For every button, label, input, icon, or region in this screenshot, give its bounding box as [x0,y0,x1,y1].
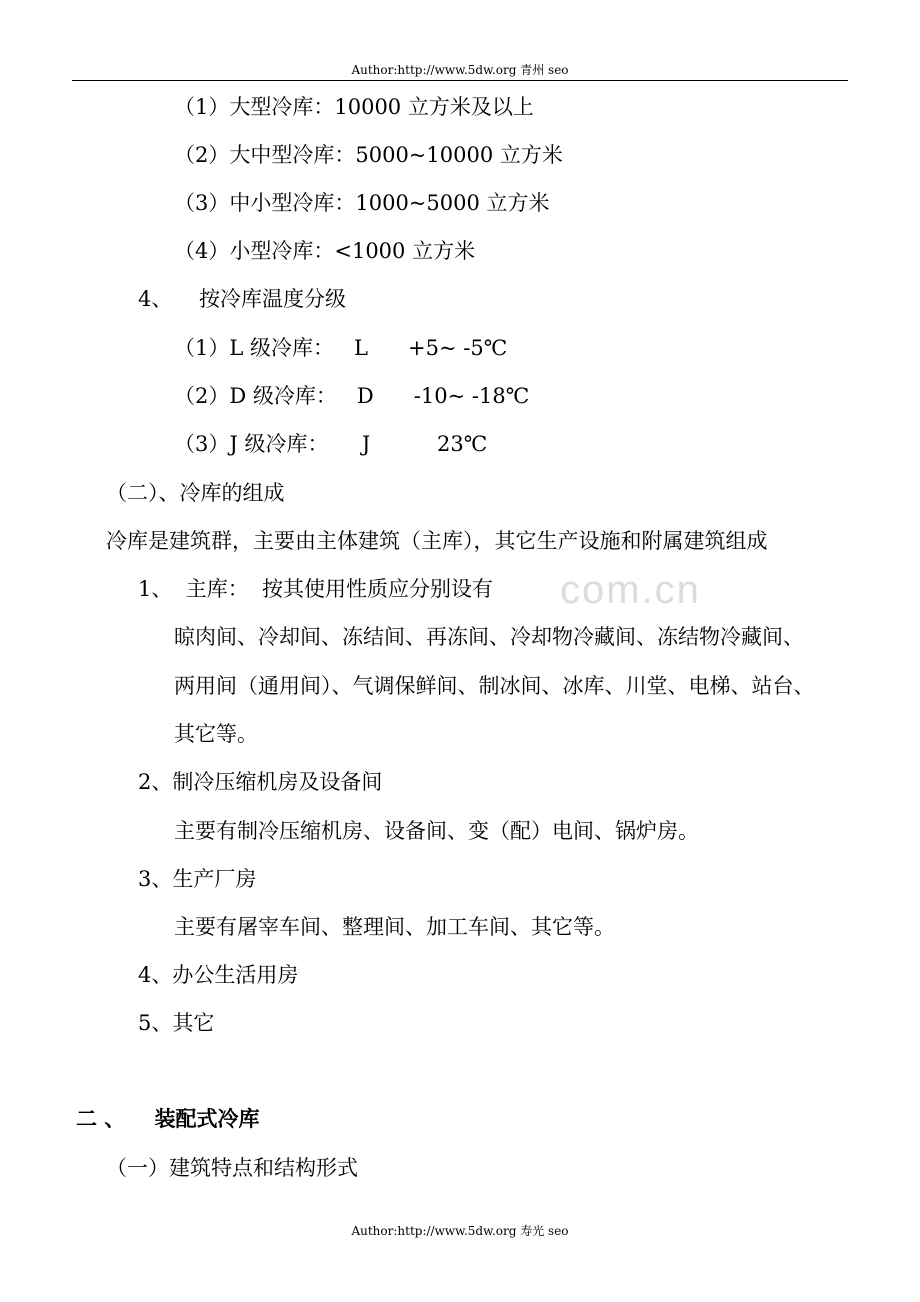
text-line: 2、制冷压缩机房及设备间 [138,770,383,794]
header-rule [72,80,848,81]
text-line: 5、其它 [138,1011,215,1035]
text-line: （1）大型冷库：10000 立方米及以上 [174,95,534,119]
section-heading: （二）、冷库的组成 [106,481,285,505]
text-line: 主要有屠宰车间、整理间、加工车间、其它等。 [174,915,615,939]
text-line: 两用间（通用间）、气调保鲜间、制冰间、冰库、川堂、电梯、站台、 [174,674,815,698]
text-line: （3）中小型冷库：1000~5000 立方米 [174,191,550,215]
page-header: Author:http://www.5dw.org 青州 seo [351,63,569,77]
text-line: 4、 按冷库温度分级 [138,287,347,311]
text-line: 3、生产厂房 [138,867,257,891]
text-line: （3）J 级冷库： J 23℃ [174,432,488,456]
chapter-heading: 二 、 装配式冷库 [76,1106,260,1131]
watermark: com.cn [560,568,701,612]
text-line: （4）小型冷库：<1000 立方米 [174,239,476,263]
text-line: 晾肉间、冷却间、冻结间、再冻间、冷却物冷藏间、冻结物冷藏间、 [174,625,804,649]
text-line: 其它等。 [174,722,258,746]
text-line: （1）L 级冷库： L +5~ -5℃ [174,336,508,360]
text-line: 冷库是建筑群，主要由主体建筑（主库），其它生产设施和附属建筑组成 [106,529,768,553]
section-heading: （一）建筑特点和结构形式 [106,1156,358,1180]
text-line: （2）D 级冷库： D -10~ -18℃ [174,384,530,408]
page-footer: Author:http://www.5dw.org 寿光 seo [351,1224,569,1238]
text-line: 1、 主库： 按其使用性质应分别设有 [138,577,494,601]
text-line: 4、办公生活用房 [138,963,299,987]
text-line: （2）大中型冷库：5000~10000 立方米 [174,143,563,167]
text-line: 主要有制冷压缩机房、设备间、变（配）电间、锅炉房。 [174,819,699,843]
